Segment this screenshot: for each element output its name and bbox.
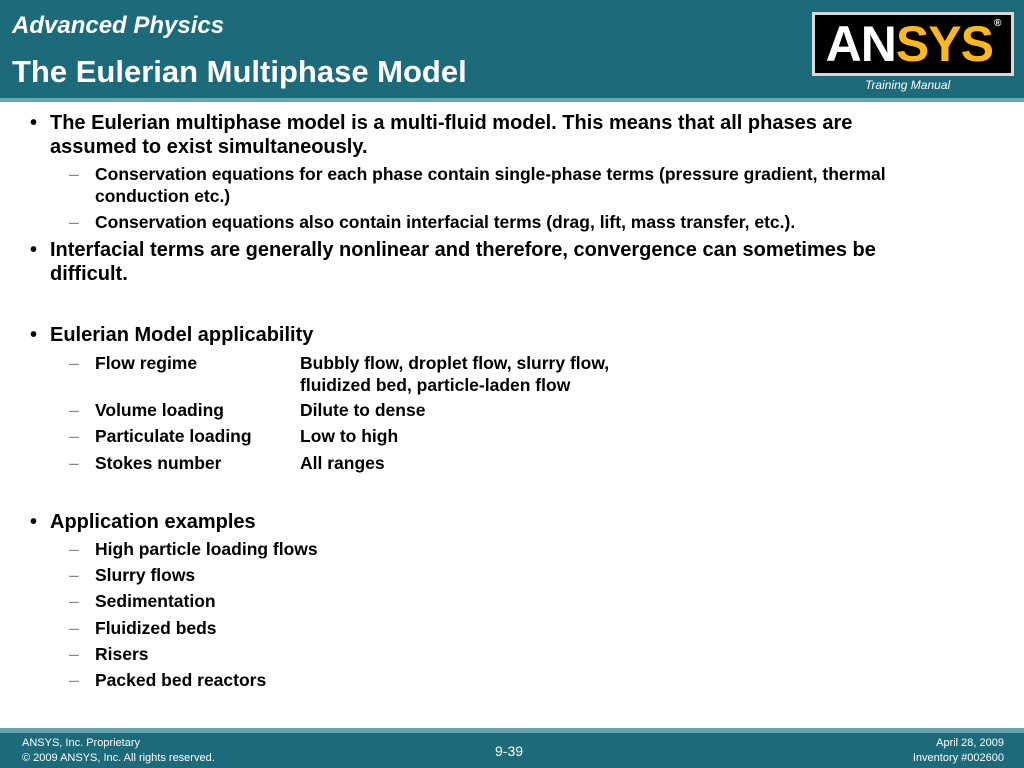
ansys-logo <box>812 12 1014 76</box>
slide-footer <box>0 733 1024 768</box>
applicability-value: All ranges <box>300 453 385 473</box>
applicability-row-volume-loading <box>95 399 1000 421</box>
applicability-value: Bubbly flow, droplet flow, slurry flow, fluidized bed, particle-laden flow <box>300 353 610 395</box>
training-manual-label: Training Manual <box>865 78 951 92</box>
applicability-label: Flow regime <box>95 353 198 373</box>
footer-date-inventory: April 28, 2009 Inventory #002600 <box>912 737 1004 764</box>
applicability-value: Dilute to dense <box>300 400 426 420</box>
example-item: – Risers <box>95 643 1000 665</box>
bullet-multi-fluid: • The Eulerian multiphase model is a multi-fluid model. This means that all phases are assumed to exist simultaneously. <box>50 111 1000 159</box>
applicability-label: Stokes number <box>95 453 222 473</box>
applicability-row-stokes-number <box>95 452 1000 474</box>
example-item: – High particle loading flows <box>95 538 1000 560</box>
example-item: – Sedimentation <box>95 590 1000 612</box>
bullet-nonlinear-terms: • Interfacial terms are generally nonlinear and therefore, convergence can sometimes be difficult. <box>50 238 1000 286</box>
example-item: – Fluidized beds <box>95 617 1000 639</box>
header-divider <box>0 98 1024 102</box>
sub-bullet-interfacial-terms: – Conservation equations also contain interfacial terms (drag, lift, mass transfer, etc.). <box>95 211 1000 233</box>
logo-text: ANSYS® <box>825 16 1001 72</box>
slide-title: The Eulerian Multiphase Model <box>12 54 467 89</box>
applicability-row-particulate-loading <box>95 425 1000 447</box>
sub-bullet-single-phase-terms: – Conservation equations for each phase contain single-phase terms (pressure gradient, thermal conduction etc.) <box>95 163 1000 207</box>
course-subject: Advanced Physics <box>12 12 225 39</box>
slide-header <box>0 0 1024 98</box>
applicability-label: Particulate loading <box>95 426 252 446</box>
applicability-value: Low to high <box>300 426 399 446</box>
example-item: – Packed bed reactors <box>95 669 1000 691</box>
footer-copyright: ANSYS, Inc. Proprietary © 2009 ANSYS, Inc. All rights reserved. <box>22 737 215 764</box>
bullet-applicability: • Eulerian Model applicability <box>50 323 1000 347</box>
page-number: 9-39 <box>495 743 524 759</box>
applicability-row-flow-regime <box>95 352 1000 396</box>
bullet-application-examples: • Application examples <box>50 510 1000 534</box>
applicability-label: Volume loading <box>95 400 224 420</box>
example-item: – Slurry flows <box>95 564 1000 586</box>
